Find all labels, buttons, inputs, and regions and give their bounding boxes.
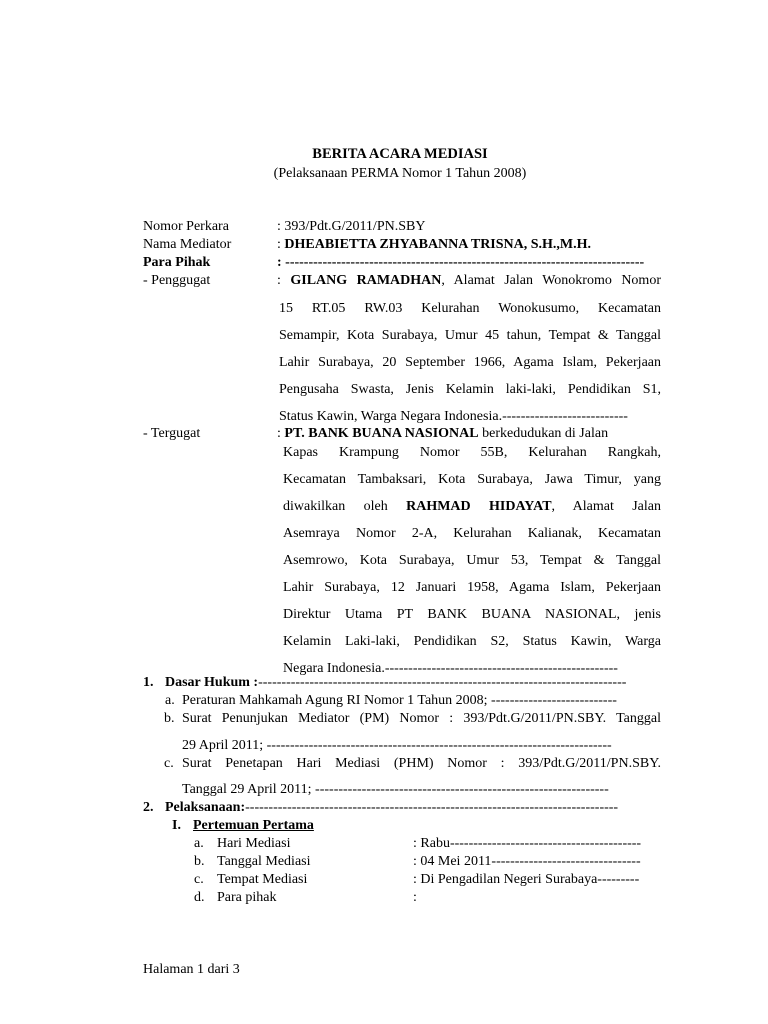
tergugat-first-line: : PT. BANK BUANA NASIONAL berkedudukan di Jalan: [277, 426, 609, 441]
nomor-perkara-label: Nomor Perkara: [143, 219, 229, 234]
penggugat-line: Lahir Surabaya, 20 September 1966, Agama Islam, Pekerjaan: [279, 355, 661, 370]
document-title: BERITA ACARA MEDIASI: [312, 146, 488, 162]
dasar-hukum-item-b: Surat Penunjukan Mediator (PM) Nomor : 393/Pdt.G/2011/PN.SBY. Tanggal: [182, 711, 661, 726]
pelaksanaan-marker-b: b.: [194, 854, 205, 869]
dasar-hukum-heading: Dasar Hukum :: [165, 675, 259, 690]
tempat-mediasi-label: Tempat Mediasi: [217, 872, 308, 887]
tergugat-line: Direktur Utama PT BANK BUANA NASIONAL, jenis: [283, 607, 661, 622]
tergugat-name: PT. BANK BUANA NASIONAL: [284, 426, 479, 441]
penggugat-line: Pengusaha Swasta, Jenis Kelamin laki-laki, Pendidikan S1,: [279, 382, 661, 397]
tergugat-line: Lahir Surabaya, 12 Januari 1958, Agama Islam, Pekerjaan: [283, 580, 661, 595]
nama-mediator-row: [277, 237, 591, 253]
dasar-hukum-item-b-cont: 29 April 2011; --------------------------------------------------------------------------: [182, 738, 612, 753]
dasar-hukum-marker-c: c.: [164, 756, 174, 771]
pelaksanaan-number: 2.: [143, 800, 154, 815]
penggugat-line: Semampir, Kota Surabaya, Umur 45 tahun, Tempat & Tanggal: [279, 328, 661, 343]
tergugat-line: Asemraya Nomor 2-A, Kelurahan Kalianak, Kecamatan: [283, 526, 661, 541]
tergugat-line: Kelamin Laki-laki, Pendidikan S2, Status Kawin, Warga: [283, 634, 661, 649]
tergugat-line: Kapas Krampung Nomor 55B, Kelurahan Rangkah,: [283, 445, 661, 460]
tempat-mediasi-value: : Di Pengadilan Negeri Surabaya---------: [413, 872, 640, 887]
para-pihak-value: : -----------------------------------------------------------------------------: [277, 255, 645, 270]
dasar-hukum-heading-row: Dasar Hukum :-------------------------------------------------------------------------------: [165, 675, 627, 690]
pelaksanaan-marker-c: c.: [194, 872, 204, 887]
pelaksanaan-marker-d: d.: [194, 890, 205, 905]
para-pihak-item-label: Para pihak: [217, 890, 277, 905]
dasar-hukum-number: 1.: [143, 675, 154, 690]
dasar-hukum-marker-a: a.: [165, 693, 175, 708]
penggugat-description: [279, 300, 661, 426]
penggugat-line: 15 RT.05 RW.03 Kelurahan Wonokusumo, Kecamatan: [279, 301, 661, 316]
penggugat-label: - Penggugat: [143, 273, 211, 288]
penggugat-line: Status Kawin, Warga Negara Indonesia.---------------------------: [279, 409, 628, 424]
tergugat-line: Kecamatan Tambaksari, Kota Surabaya, Jawa Timur, yang: [283, 472, 661, 487]
tergugat-rep-line: diwakilkan oleh RAHMAD HIDAYAT, Alamat Jalan: [283, 499, 661, 514]
dasar-hukum-marker-b: b.: [164, 711, 175, 726]
para-pihak-label: Para Pihak: [143, 255, 211, 270]
para-pihak-item-value: :: [413, 890, 417, 905]
page-footer: Halaman 1 dari 3: [143, 962, 240, 977]
document-subtitle: (Pelaksanaan PERMA Nomor 1 Tahun 2008): [273, 166, 527, 181]
tanggal-mediasi-label: Tanggal Mediasi: [217, 854, 311, 869]
section-title: Pertemuan Pertama: [193, 818, 314, 833]
hari-mediasi-label: Hari Mediasi: [217, 836, 291, 851]
dasar-hukum-item-c-cont: Tanggal 29 April 2011; ---------------------------------------------------------------: [182, 782, 609, 797]
penggugat-first-line: : GILANG RAMADHAN, Alamat Jalan Wonokromo Nomor: [277, 273, 661, 288]
nama-mediator-colon: :: [277, 237, 281, 252]
tergugat-label: - Tergugat: [143, 426, 201, 441]
nomor-perkara-value: : 393/Pdt.G/2011/PN.SBY: [277, 219, 426, 234]
section-number: I.: [172, 818, 181, 833]
tanggal-mediasi-value: : 04 Mei 2011--------------------------------: [413, 854, 641, 869]
dasar-hukum-item-c: Surat Penetapan Hari Mediasi (PHM) Nomor : 393/Pdt.G/2011/PN.SBY.: [182, 756, 661, 771]
tergugat-line: Negara Indonesia.--------------------------------------------------: [283, 661, 618, 676]
hari-mediasi-value: : Rabu-----------------------------------------: [413, 836, 642, 851]
nama-mediator-label: Nama Mediator: [143, 237, 232, 252]
tergugat-description-a: [283, 444, 661, 678]
pelaksanaan-marker-a: a.: [194, 836, 204, 851]
nama-mediator-value: DHEABIETTA ZHYABANNA TRISNA, S.H.,M.H.: [284, 237, 592, 252]
pelaksanaan-heading: Pelaksanaan:: [165, 800, 246, 815]
dasar-hukum-item-a: Peraturan Mahkamah Agung RI Nomor 1 Tahun 2008; ---------------------------: [182, 693, 617, 708]
pelaksanaan-heading-row: Pelaksanaan:--------------------------------------------------------------------------------: [165, 800, 619, 815]
tergugat-line: Asemrowo, Kota Surabaya, Umur 53, Tempat & Tanggal: [283, 553, 661, 568]
tergugat-rep-name: RAHMAD HIDAYAT: [406, 499, 552, 514]
penggugat-name: GILANG RAMADHAN: [290, 273, 442, 288]
